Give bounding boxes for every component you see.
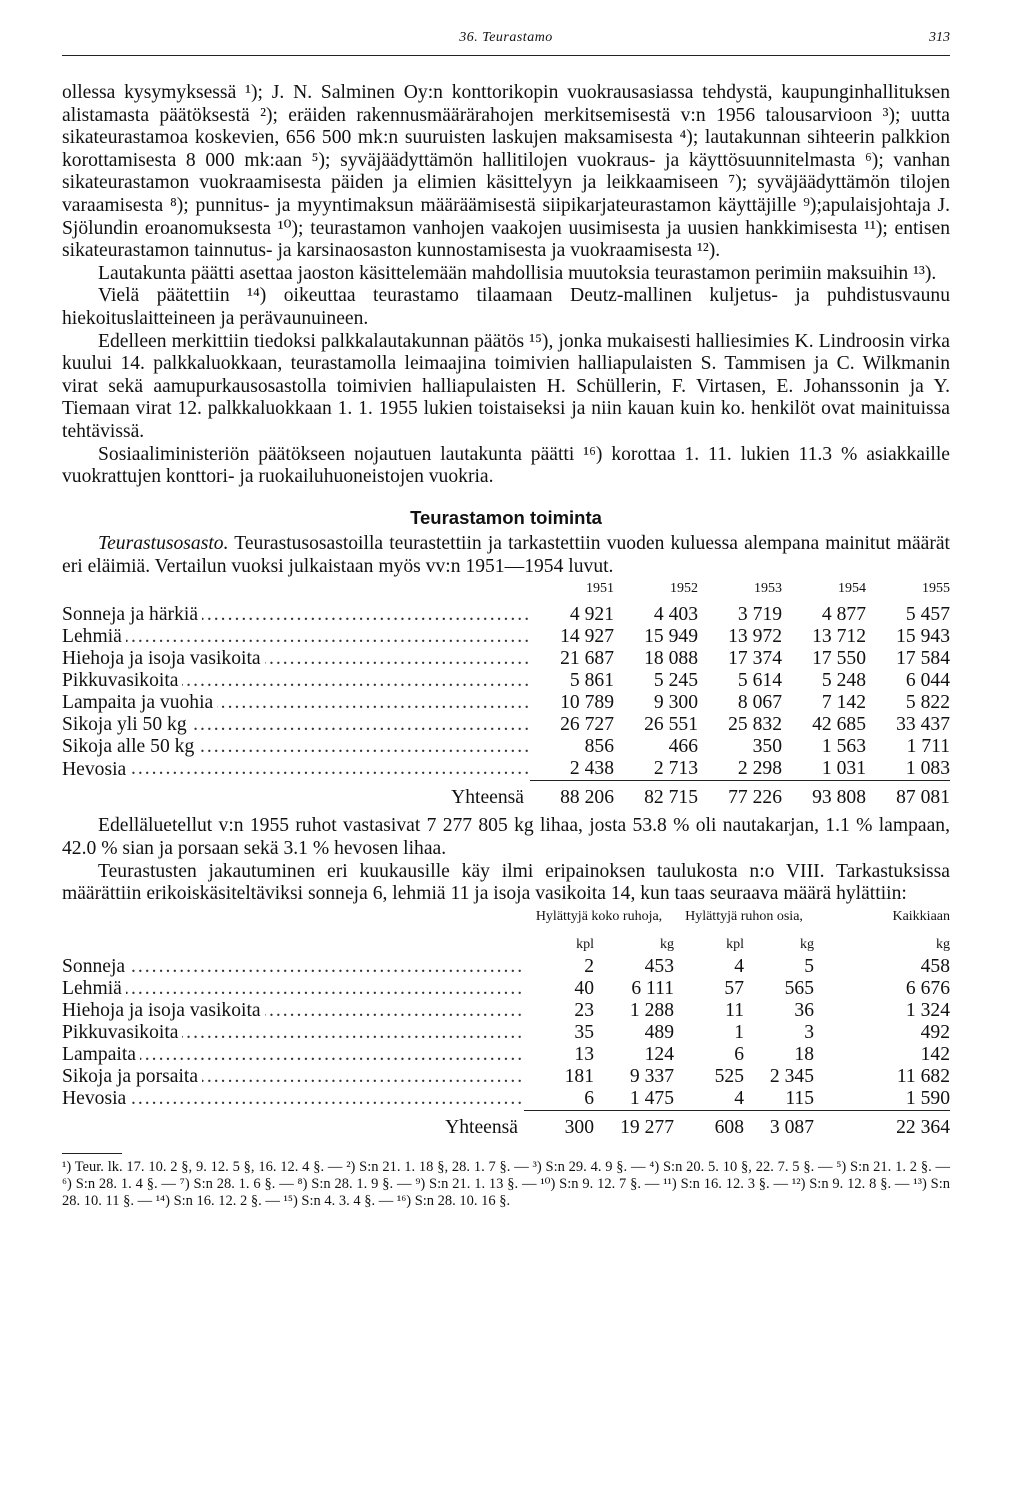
cell-value: 33 437 [896,714,950,736]
year-header: 1953 [754,581,782,597]
cell-value: 1 711 [906,736,950,758]
header-blank [62,928,524,956]
group-header-total: Kaikkiaan [892,908,950,924]
inspection-paragraph: Teurastusten jakautuminen eri kuukausille käy ilmi eripainoksen taulukosta n:o VIII. Tarkastuksissa määrättiin erikoiskäsiteltäviksi sonneja 6, lehmiä 11 ja isoja vasikoita 14, kun taas seuraava määrä hylättiin: [62,860,950,905]
unit-header: kpl [576,936,594,952]
cell-value: 1 031 [782,758,866,781]
cell-value: 26 551 [644,714,698,736]
rejection-row [62,1022,950,1044]
total-value: 22 364 [896,1116,950,1138]
cell-value: 15 949 [644,626,698,648]
cell-value: 492 [920,1021,950,1043]
cell-value: 458 [920,955,950,977]
paragraph-2: Lautakunta päätti asettaa jaoston käsittelemään mahdollisia muutoksia teurastamon perimiin maksuihin ¹³). [98,262,937,284]
page-body [62,82,950,1210]
row-label [62,736,530,758]
cell-value: 5 614 [737,670,782,692]
row-label [62,956,524,978]
row-label-text: Lampaita ja vuohia [62,692,217,713]
row-label-text: Sonneja ja härkiä [62,604,202,625]
total-label: Yhteensä [445,1116,518,1138]
cell-value: 350 [752,736,782,758]
row-label-text: Sonneja [62,956,129,977]
cell-value: 1 288 [629,999,674,1021]
cell-value: 525 [714,1065,744,1087]
cell-value: 1 475 [594,1088,674,1111]
meat-summary-paragraph: Edelläluetellut v:n 1955 ruhot vastasivat 7 277 805 kg lihaa, josta 53.8 % oli nautakarjan, 1.1 % lampaan, 42.0 % sian ja porsaan sekä 3.1 % hevosen lihaa. [62,815,950,860]
cell-value: 466 [668,736,698,758]
row-label [62,1044,524,1066]
total-row [62,1110,950,1139]
cell-value: 5 [804,955,814,977]
total-value: 300 [564,1116,594,1138]
cell-value: 7 142 [821,692,866,714]
row-label [62,978,524,1000]
row-label [62,1000,524,1022]
row-label-text: Hiehoja ja isoja vasikoita [62,1000,265,1021]
cell-value: 6 111 [631,977,674,999]
row-label [62,1022,524,1044]
year-header: 1952 [670,581,698,597]
cell-value: 6 [734,1043,744,1065]
cell-value: 57 [724,977,744,999]
cell-value: 6 [524,1088,594,1111]
header-blank [62,906,524,928]
rejection-row [62,978,950,1000]
year-header: 1954 [838,581,866,597]
slaughter-row [62,626,950,648]
cell-value: 2 713 [614,758,698,781]
cell-value: 23 [574,999,594,1021]
cell-value: 115 [744,1088,814,1111]
cell-value: 3 719 [737,604,782,626]
cell-value: 4 403 [653,604,698,626]
cell-value: 42 685 [812,714,866,736]
slaughter-table-header [62,578,950,604]
row-label-text: Hiehoja ja isoja vasikoita [62,648,265,669]
footnote-rule [62,1153,122,1154]
year-header: 1951 [586,581,614,597]
cell-value: 26 727 [560,714,614,736]
slaughter-row [62,692,950,714]
slaughter-row [62,758,950,781]
rejection-row [62,1044,950,1066]
header-blank [62,578,530,604]
row-label [62,1088,524,1111]
row-label-text: Lampaita [62,1044,140,1065]
cell-value: 489 [644,1021,674,1043]
cell-value: 15 943 [896,626,950,648]
cell-value: 25 832 [728,714,782,736]
slaughter-row [62,648,950,670]
cell-value: 142 [920,1043,950,1065]
unit-header: kg [660,936,674,952]
cell-value: 18 088 [644,648,698,670]
cell-value: 1 563 [821,736,866,758]
row-label-text: Hevosia [62,759,130,780]
total-value: 608 [714,1116,744,1138]
rejection-row [62,1066,950,1088]
row-label-text: Sikoja alle 50 kg [62,736,198,757]
cell-value: 17 584 [896,648,950,670]
slaughter-row [62,736,950,758]
row-label-text: Hevosia [62,1088,130,1109]
cell-value: 17 550 [812,648,866,670]
group-header-whole: Hylättyjä koko ruhoja, [535,908,663,924]
rejection-unit-header [62,928,950,956]
running-title: 36. Teurastamo [459,30,553,45]
cell-value: 2 345 [769,1065,814,1087]
unit-header: kg [936,936,950,952]
row-label [62,648,530,670]
total-value: 87 081 [896,787,950,809]
cell-value: 13 712 [812,626,866,648]
row-label [62,758,530,781]
total-value: 93 808 [812,787,866,809]
total-value: 88 206 [560,787,614,809]
footnotes [62,1153,950,1210]
total-value: 19 277 [620,1116,674,1138]
slaughter-row [62,670,950,692]
cell-value: 5 822 [905,692,950,714]
cell-value: 40 [574,977,594,999]
rejection-table [62,906,950,1139]
intro-text: Teurastusosastoilla teurastettiin ja tarkastettiin vuoden kuluessa alempana mainitut määrät eri eläimiä. Vertailun vuoksi julkaistaan myös vv:n 1951—1954 luvut. [62,533,950,577]
cell-value: 11 682 [896,1065,950,1087]
row-label [62,692,530,714]
cell-value: 35 [574,1021,594,1043]
cell-value: 3 [804,1021,814,1043]
footnote-text: ¹) Teur. lk. 17. 10. 2 §, 9. 12. 5 §, 16. 12. 4 §. — ²) S:n 21. 1. 18 §, 28. 1. 7 §. — ³) S:n 29. 4. 9 §. — ⁴) S:n 20. 5. 10 §, 22. 7. 5 §. — ⁵) S:n 21. 1. 2 §. — ⁶) S:n 28. 1. 4 §. — ⁷) S:n 28. 1. 6 §. — ⁸) S:n 28. 1. 9 §. — ⁹) S:n 21. 1. 13 §. — ¹⁰) S:n 9. 12. 7 §. — ¹¹) S:n 16. 12. 3 §. — ¹²) S:n 9. 12. 8 §. — ¹³) S:n 28. 10. 11 §. — ¹⁴) S:n 16. 12. 2 §. — ¹⁵) S:n 4. 3. 4 §. — ¹⁶) S:n 28. 10. 16 §. [62,1158,950,1209]
unit-header: kg [800,936,814,952]
cell-value: 1 083 [866,758,950,781]
slaughter-row [62,714,950,736]
row-label [62,626,530,648]
page [62,24,950,1209]
cell-value: 453 [644,955,674,977]
slaughter-row [62,604,950,626]
total-row [62,781,950,810]
cell-value: 11 [725,999,744,1021]
cell-value: 9 337 [629,1065,674,1087]
cell-value: 2 438 [530,758,614,781]
paragraph-5: Sosiaaliministeriön päätökseen nojautuen lautakunta päätti ¹⁶) korottaa 1. 11. lukien 11.3 % asiakkaille vuokrattujen konttori- ja ruokailuhuoneistojen vuokria. [62,443,950,488]
cell-value: 181 [564,1065,594,1087]
cell-value: 856 [584,736,614,758]
cell-value: 1 324 [905,999,950,1021]
cell-value: 2 [584,955,594,977]
row-label-text: Sikoja yli 50 kg [62,714,191,735]
page-number: 313 [929,30,950,45]
row-label [62,604,530,626]
cell-value: 8 067 [737,692,782,714]
paragraph-1: ollessa kysymyksessä ¹); J. N. Salminen Oy:n konttorikopin vuokrausasiassa tehdystä, kaupunginhallituksen alistamasta päätöksestä ²); eräiden rakennusmäärärahojen merkitsemisestä v:n 1956 talousarvioon ³); uutta sikateurastamoa koskevien, 656 500 mk:n suuruisten laskujen maksamisesta ⁴); lautakunnan sihteerin palkkion korottamisesta 8 000 mk:aan ⁵); syväjäädyttämön hallitilojen vuokraus- ja käyttösuunnitelmasta ⁶); vanhan sikateurastamon vuokraamisesta päiden ja elimien käsittelyyn ja leikkaamiseen ⁷); syväjäädyttämön tilojen varaamisesta ⁸); punnitus- ja myyntimaksun määräämisestä siipikarjateurastamon käyttäjille ⁹);apulaisjohtaja J. Sjölundin eroanomuksesta ¹⁰); teurastamon vanhojen vaakojen uusimisesta ja uusien hankkimisesta ¹¹); entisen sikateurastamon tainnutus- ja karsinaosaston kunnostamisesta ja vuokraamisesta ¹²). [62,82,950,262]
group-header-parts: Hylättyjä ruhon osia, [685,908,803,924]
row-label-text: Lehmiä [62,978,126,999]
intro-paragraph [62,533,950,578]
cell-value: 21 687 [560,648,614,670]
row-label [62,714,530,736]
year-header: 1955 [922,581,950,597]
cell-value: 10 789 [560,692,614,714]
row-label-text: Pikkuvasikoita [62,1022,182,1043]
total-value: 77 226 [728,787,782,809]
cell-value: 5 245 [653,670,698,692]
total-value: 3 087 [769,1116,814,1138]
rejection-row [62,1088,950,1111]
rejection-row [62,1000,950,1022]
rejection-group-header [62,906,950,928]
cell-value: 5 248 [821,670,866,692]
paragraph-4: Edelleen merkittiin tiedoksi palkkalautakunnan päätös ¹⁵), jonka mukaisesti halliesimies K. Lindroosin virka kuului 14. palkkaluokkaan, teurastamolla leimaajina toimivien halliapulaisten S. Tammisen ja C. Wilkmanin virat sekä aamupurkausosastolla toimivien halliapulaisten H. Schüllerin, F. Virtasen, E. Johanssonin ja Y. Tiemaan virat 12. palkkaluokkaan 1. 1. 1955 lukien toistaiseksi ja niin kauan kuin ko. henkilöt ovat mainituissa tehtävissä. [62,330,950,442]
rejection-row [62,956,950,978]
cell-value: 2 298 [698,758,782,781]
cell-value: 17 374 [728,648,782,670]
row-label-text: Sikoja ja porsaita [62,1066,202,1087]
unit-header: kpl [726,936,744,952]
cell-value: 4 877 [821,604,866,626]
cell-value: 4 [674,1088,744,1111]
cell-value: 6 676 [905,977,950,999]
paragraph-3: Vielä päätettiin ¹⁴) oikeuttaa teurastamo tilaamaan Deutz-mallinen kuljetus- ja puhdistusvaunu hiekoituslaitteineen ja perävaunuineen. [62,285,950,329]
section-heading: Teurastamon toiminta [410,506,602,528]
intro-lead: Teurastusosasto. [98,533,229,555]
cell-value: 5 457 [905,604,950,626]
header-rule [62,55,950,56]
row-label [62,1066,524,1088]
cell-value: 13 972 [728,626,782,648]
cell-value: 9 300 [653,692,698,714]
slaughter-table [62,578,950,809]
row-label-text: Pikkuvasikoita [62,670,182,691]
cell-value: 14 927 [560,626,614,648]
cell-value: 4 921 [569,604,614,626]
cell-value: 124 [644,1043,674,1065]
cell-value: 18 [794,1043,814,1065]
cell-value: 565 [784,977,814,999]
row-label-text: Lehmiä [62,626,126,647]
cell-value: 1 [734,1021,744,1043]
cell-value: 5 861 [569,670,614,692]
cell-value: 4 [734,955,744,977]
cell-value: 1 590 [814,1088,950,1111]
cell-value: 36 [794,999,814,1021]
row-label [62,670,530,692]
running-header [62,24,950,54]
cell-value: 6 044 [905,670,950,692]
total-value: 82 715 [644,787,698,809]
total-label: Yhteensä [451,787,524,809]
cell-value: 13 [574,1043,594,1065]
